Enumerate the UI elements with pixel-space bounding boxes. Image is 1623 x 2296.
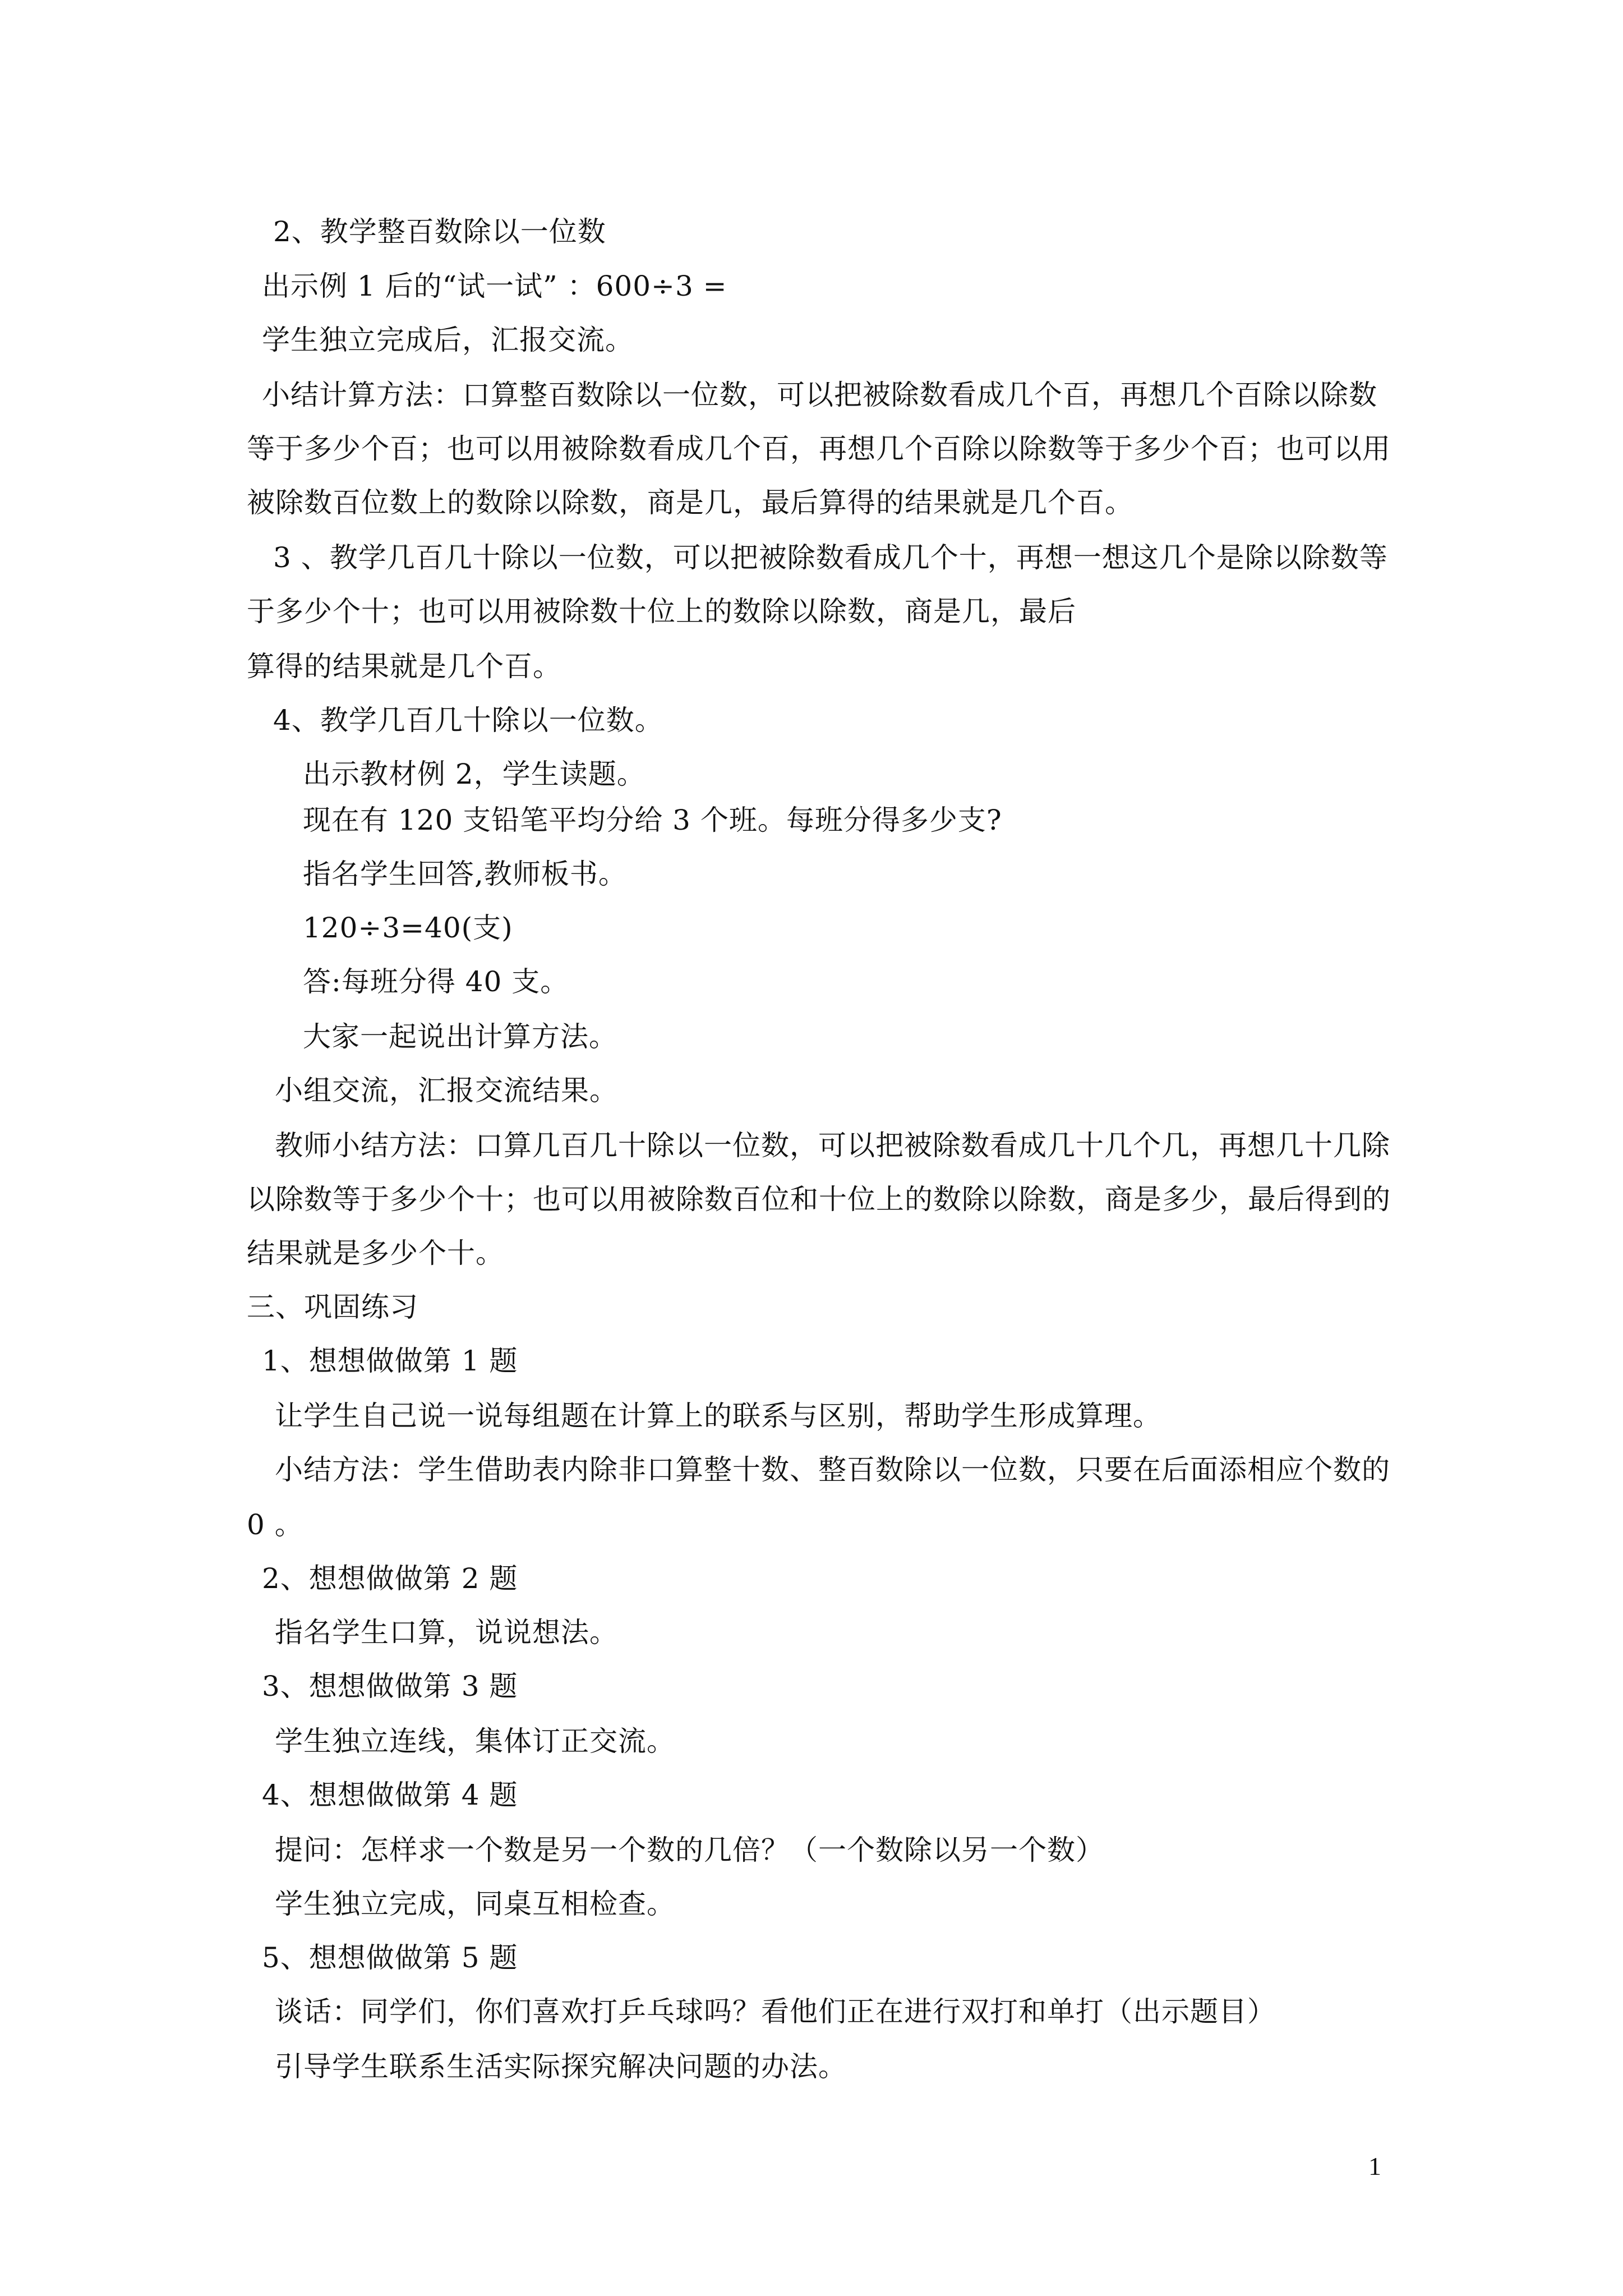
exercise-heading: 3、想想做做第 3 题 xyxy=(262,1670,518,1703)
text-line: 小结计算方法：口算整百数除以一位数，可以把被除数看成几个百，再想几个百除以除数 xyxy=(262,379,1377,411)
text-line: 小组交流，汇报交流结果。 xyxy=(275,1074,618,1107)
text-line: 被除数百位数上的数除以除数，商是几，最后算得的结果就是几个百。 xyxy=(247,486,1133,519)
text-line: 引导学生联系生活实际探究解决问题的办法。 xyxy=(275,2050,847,2083)
exercise-heading: 2、想想做做第 2 题 xyxy=(262,1562,518,1595)
text-line: 小结方法：学生借助表内除非口算整十数、整百数除以一位数，只要在后面添相应个数的 xyxy=(275,1453,1390,1486)
exercise-heading: 1、想想做做第 1 题 xyxy=(262,1345,518,1377)
exercise-heading: 5、想想做做第 5 题 xyxy=(262,1941,518,1974)
heading-section-3: 3 、教学几百几十除以一位数，可以把被除数看成几个十，再想一想这几个是除以除数等 xyxy=(273,541,1388,574)
exercise-heading: 4、想想做做第 4 题 xyxy=(262,1779,518,1811)
text-line: 结果就是多少个十。 xyxy=(247,1237,504,1269)
text-line: 学生独立完成后，汇报交流。 xyxy=(262,324,634,356)
text-line: 提问：怎样求一个数是另一个数的几倍？（一个数除以另一个数） xyxy=(275,1834,1104,1866)
text-line: 让学生自己说一说每组题在计算上的联系与区别，帮助学生形成算理。 xyxy=(275,1400,1161,1432)
text-line: 0 。 xyxy=(247,1508,303,1541)
text-line: 大家一起说出计算方法。 xyxy=(303,1020,617,1053)
text-line: 等于多少个百；也可以用被除数看成几个百，再想几个百除以除数等于多少个百；也可以用 xyxy=(247,432,1391,465)
heading-section-2: 2、教学整百数除以一位数 xyxy=(273,215,606,248)
page-number: 1 xyxy=(1368,2152,1381,2180)
answer-line: 答:每班分得 40 支。 xyxy=(303,965,569,998)
heading-section-4: 4、教学几百几十除以一位数。 xyxy=(273,704,663,737)
text-line: 算得的结果就是几个百。 xyxy=(247,650,561,683)
heading-section-three: 三、巩固练习 xyxy=(247,1291,418,1323)
text-line: 以除数等于多少个十；也可以用被除数百位和十位上的数除以除数，商是多少，最后得到的 xyxy=(247,1183,1391,1216)
text-line: 现在有 120 支铅笔平均分给 3 个班。每班分得多少支? xyxy=(303,804,1002,836)
text-line: 指名学生回答,教师板书。 xyxy=(303,858,627,890)
text-line: 出示例 1 后的“试一试” ：600÷3 = xyxy=(262,270,727,302)
text-line: 于多少个十；也可以用被除数十位上的数除以除数，商是几，最后 xyxy=(247,595,1076,628)
text-line: 教师小结方法：口算几百几十除以一位数，可以把被除数看成几十几个几，再想几十几除 xyxy=(275,1129,1390,1162)
text-line: 学生独立连线，集体订正交流。 xyxy=(275,1725,675,1757)
text-line: 谈话：同学们，你们喜欢打乒乓球吗？看他们正在进行双打和单打（出示题目） xyxy=(275,1995,1276,2028)
text-line: 指名学生口算，说说想法。 xyxy=(275,1616,618,1649)
text-line: 出示教材例 2，学生读题。 xyxy=(303,758,645,790)
text-line: 学生独立完成，同桌互相检查。 xyxy=(275,1888,675,1920)
equation-line: 120÷3=40(支) xyxy=(303,912,513,944)
